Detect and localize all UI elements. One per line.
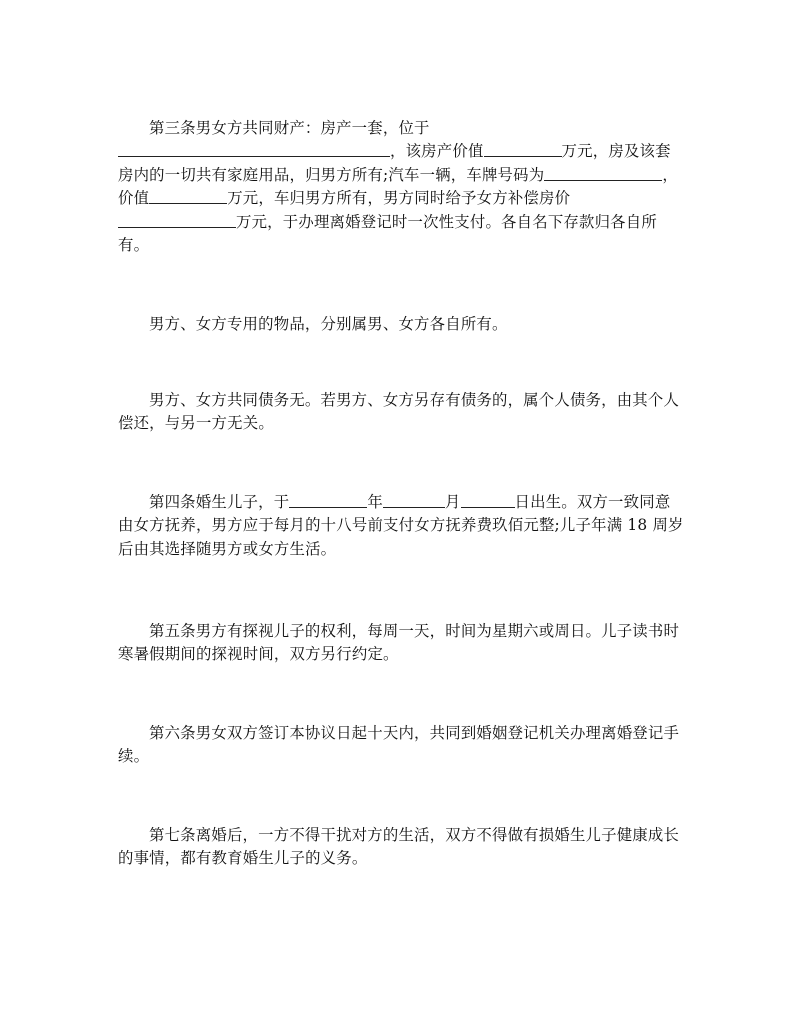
birth-month-unit: 月 xyxy=(444,493,461,511)
article-7-line-2: 的事情，都有教育婚生儿子的义务。 xyxy=(118,849,368,868)
personal-items-paragraph xyxy=(118,313,685,336)
article-3-line-2 xyxy=(118,140,685,163)
birth-year-unit: 年 xyxy=(367,493,383,511)
birth-label: 第四条婚生儿子，于 xyxy=(149,493,290,511)
car-value-blank xyxy=(149,188,227,204)
car-value-label: 价值 xyxy=(118,189,150,208)
article-3-paragraph xyxy=(118,117,685,257)
debt-paragraph xyxy=(118,389,685,436)
house-value-label: ，该房产价值 xyxy=(390,142,484,161)
personal-items-line-1: 男方、女方专用的物品，分别属男、女方各自所有。 xyxy=(149,315,508,333)
article-5-line-2: 寒暑假期间的探视时间，双方另行约定。 xyxy=(118,645,399,664)
article-6-line-1: 第六条男女双方签订本协议日起十天内，共同到婚姻登记机关办理离婚登记手 xyxy=(149,724,680,742)
article-3-line-3 xyxy=(118,164,685,187)
article-7-paragraph xyxy=(118,824,685,871)
address-blank xyxy=(118,141,390,157)
house-value-unit: 万元，房及该套 xyxy=(561,142,671,161)
article-7-line-1: 第七条离婚后，一方不得干扰对方的生活，双方不得做有损婚生儿子健康成长 xyxy=(149,826,680,844)
article-4-line-2: 由女方抚养，男方应于每月的十八号前支付女方抚养费玖佰元整;儿子年满 18 周岁 xyxy=(118,516,684,535)
compensation-text: 万元，于办理离婚登记时一次性支付。各自名下存款归各自所 xyxy=(236,212,657,231)
debt-line-2: 偿还，与另一方无关。 xyxy=(118,414,274,433)
article-6-paragraph xyxy=(118,722,685,769)
article-6-line-2: 续。 xyxy=(118,747,150,766)
car-plate-comma: ， xyxy=(662,165,678,184)
birth-day-text: 日出生。双方一致同意 xyxy=(514,493,671,511)
compensation-blank xyxy=(118,212,236,228)
article-5-paragraph xyxy=(118,620,685,667)
car-plate-label: 房内的一切共有家庭用品，归男方所有;汽车一辆，车牌号码为 xyxy=(118,165,545,184)
car-plate-blank xyxy=(544,165,662,181)
article-3-line-4 xyxy=(118,187,685,210)
article-4-paragraph xyxy=(118,491,685,561)
article-3-line-1: 第三条男女方共同财产：房产一套，位于 xyxy=(149,119,430,137)
article-3-line-5 xyxy=(118,211,685,234)
birth-month-blank xyxy=(383,492,445,508)
article-4-line-3: 后由其选择随男方或女方生活。 xyxy=(118,539,337,558)
article-3-line-6: 有。 xyxy=(118,236,150,255)
house-value-blank xyxy=(484,141,562,157)
birth-day-blank xyxy=(461,492,515,508)
birth-year-blank xyxy=(289,492,367,508)
article-4-line-1 xyxy=(118,491,685,514)
car-value-text: 万元，车归男方所有，男方同时给予女方补偿房价 xyxy=(227,189,571,208)
debt-line-1: 男方、女方共同债务无。若男方、女方另存有债务的，属个人债务，由其个人 xyxy=(149,391,680,409)
article-5-line-1: 第五条男方有探视儿子的权利，每周一天，时间为星期六或周日。儿子读书时 xyxy=(149,622,680,640)
